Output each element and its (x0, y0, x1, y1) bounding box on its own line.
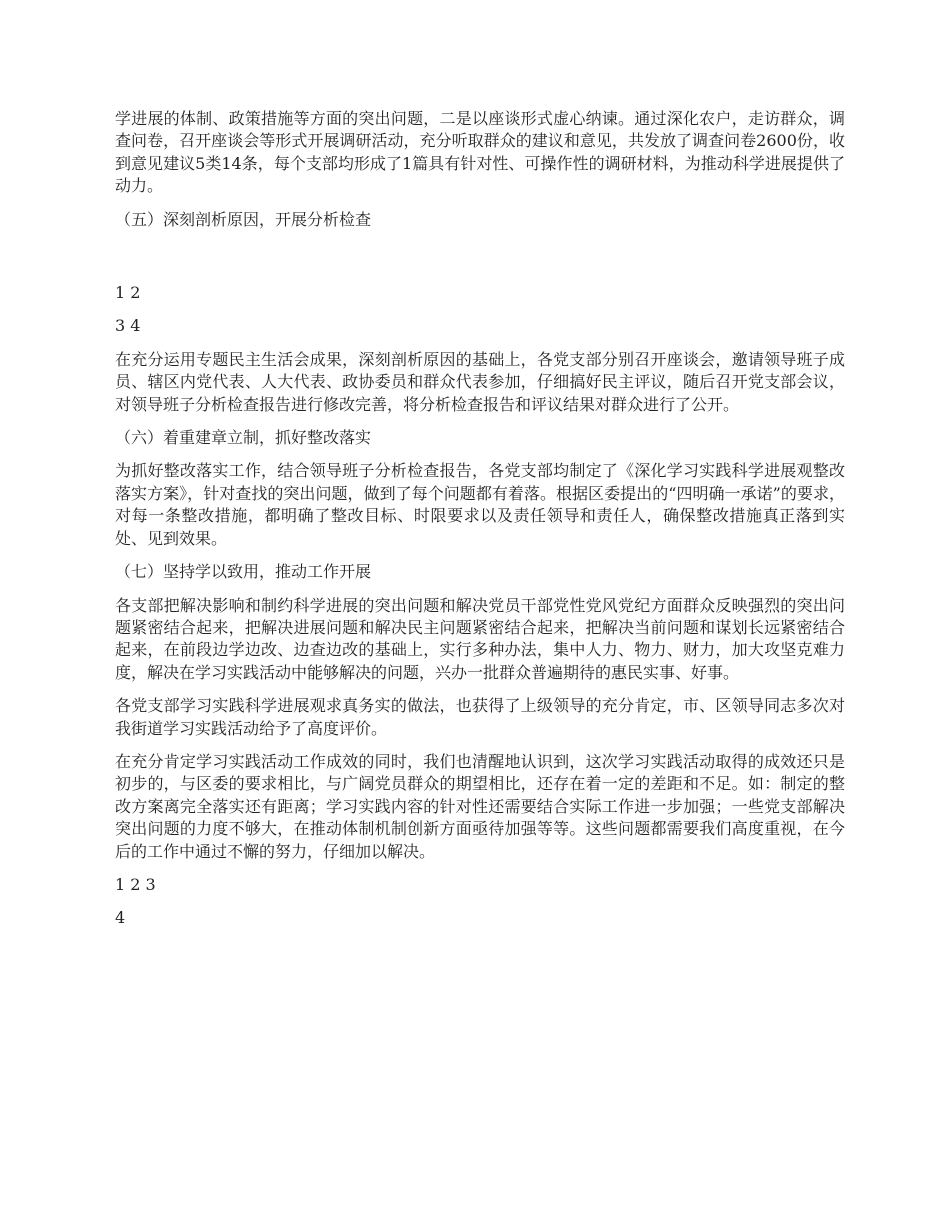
paragraph-survey: 学进展的体制、政策措施等方面的突出问题，二是以座谈形式虚心纳谏。通过深化农户，走访群众，调查问卷，召开座谈会等形式开展调研活动，充分听取群众的建议和意见，共发放了调查问卷2600份，收到意见建议5类14条，每个支部均形成了1篇具有针对性、可操作性的调研材料，为推动科学进展提供了动力。 (115, 109, 845, 196)
paragraph-application: 各支部把解决影响和制约科学进展的突出问题和解决党员干部党性党风党纪方面群众反映强烈的突出问题紧密结合起来，把解决进展问题和解决民主问题紧密结合起来，把解决当前问题和谋划长远紧密结合起来，在前段边学边改、边查边改的基础上，实行多种办法，集中人力、物力、财力，加大攻坚克难力度，解决在学习实践活动中能够解决的问题，兴办一批群众普遍期待的惠民实事、好事。 (115, 595, 845, 682)
document-page (115, 108, 845, 941)
section-heading-5: （五）深刻剖析原因，开展分析检查 (115, 209, 372, 229)
paragraph-shortcomings: 在充分肯定学习实践活动工作成效的同时，我们也清醒地认识到，这次学习实践活动取得的成效还只是初步的，与区委的要求相比，与广阔党员群众的期望相比，还存在着一定的差距和不足。如：制定的整改方案离完全落实还有距离；学习实践内容的针对性还需要结合实际工作进一步加强；一些党支部解决突出问题的力度不够大，在推动体制机制创新方面亟待加强等等。这些问题都需要我们高度重视，在今后的工作中通过不懈的努力，仔细加以解决。 (115, 751, 845, 861)
section-heading-7: （七）坚持学以致用，推动工作开展 (115, 562, 372, 582)
blank-gap (115, 242, 845, 282)
page-number-fragment: 1 2 3 (115, 874, 156, 894)
page-number-fragment: 3 4 (115, 316, 141, 336)
paragraph-recognition: 各党支部学习实践科学进展观求真务实的做法，也获得了上级领导的充分肯定，市、区领导同志多次对我街道学习实践活动给予了高度评价。 (115, 696, 845, 738)
paragraph-rectification: 为抓好整改落实工作，结合领导班子分析检查报告，各党支部均制定了《深化学习实践科学进展观整改落实方案》，针对查找的突出问题，做到了每个问题都有着落。根据区委提出的“四明确一承诺”的要求，对每一条整改措施，都明确了整改目标、时限要求以及责任领导和责任人，确保整改措施真正落到实处、见到效果。 (115, 461, 845, 548)
section-heading-6: （六）着重建章立制，抓好整改落实 (115, 428, 372, 448)
page-number-fragment: 4 (115, 908, 126, 928)
paragraph-analysis: 在充分运用专题民主生活会成果，深刻剖析原因的基础上，各党支部分别召开座谈会，邀请领导班子成员、辖区内党代表、人大代表、政协委员和群众代表参加，仔细搞好民主评议，随后召开党支部会议，对领导班子分析检查报告进行修改完善，将分析检查报告和评议结果对群众进行了公开。 (115, 349, 845, 414)
page-number-fragment: 1 2 (115, 283, 141, 303)
